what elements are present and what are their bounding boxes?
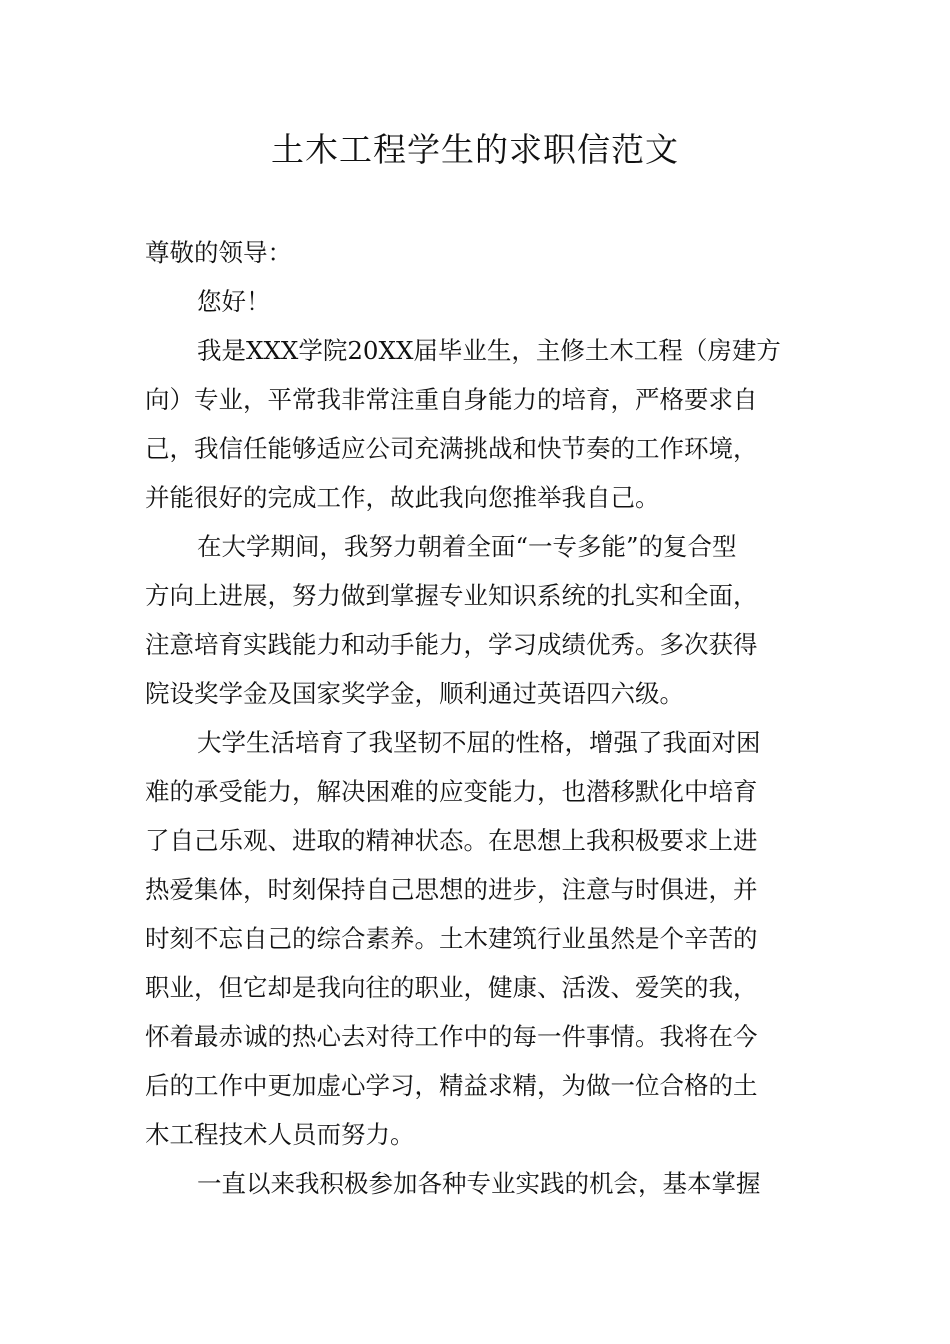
paragraph-line: 了自己乐观、进取的精神状态。在思想上我积极要求上进 xyxy=(145,826,758,855)
paragraph-line: 方向上进展，努力做到掌握专业知识系统的扎实和全面， xyxy=(145,581,758,610)
paragraph-2 xyxy=(145,522,805,718)
paragraph-line: 院设奖学金及国家奖学金，顺利通过英语四六级。 xyxy=(145,679,684,708)
paragraph-line: 时刻不忘自己的综合素养。土木建筑行业虽然是个辛苦的 xyxy=(145,924,758,953)
greeting: 您好！ xyxy=(197,287,271,316)
letter-body xyxy=(145,228,805,1208)
salutation: 尊敬的领导： xyxy=(145,238,292,267)
paragraph-3 xyxy=(145,718,805,1159)
paragraph-line: 木工程技术人员而努力。 xyxy=(145,1120,415,1149)
paragraph-line: 后的工作中更加虚心学习，精益求精，为做一位合格的土 xyxy=(145,1071,758,1100)
paragraph-line: 一直以来我积极参加各种专业实践的机会，基本掌握 xyxy=(197,1169,761,1198)
paragraph-line: 难的承受能力，解决困难的应变能力，也潜移默化中培育 xyxy=(145,777,758,806)
paragraph-line: 己，我信任能够适应公司充满挑战和快节奏的工作环境， xyxy=(145,434,758,463)
paragraph-line: 大学生活培育了我坚韧不屈的性格，增强了我面对困 xyxy=(197,728,761,757)
paragraph-line: 向）专业，平常我非常注重自身能力的培育，严格要求自 xyxy=(145,385,758,414)
paragraph-line: 我是XXX学院20XX届毕业生，主修土木工程（房建方 xyxy=(197,336,781,365)
paragraph-line: 在大学期间，我努力朝着全面“一专多能”的复合型 xyxy=(197,532,737,561)
paragraph-line: 并能很好的完成工作，故此我向您推举我自己。 xyxy=(145,483,660,512)
paragraph-line: 热爱集体，时刻保持自己思想的进步，注意与时俱进，并 xyxy=(145,875,758,904)
document-title: 土木工程学生的求职信范文 xyxy=(271,130,679,169)
paragraph-line: 职业，但它却是我向往的职业，健康、活泼、爱笑的我， xyxy=(145,973,758,1002)
paragraph-4 xyxy=(145,1159,805,1208)
paragraph-line: 注意培育实践能力和动手能力，学习成绩优秀。多次获得 xyxy=(145,630,758,659)
paragraph-line: 怀着最赤诚的热心去对待工作中的每一件事情。我将在今 xyxy=(145,1022,758,1051)
paragraph-1 xyxy=(145,326,805,522)
